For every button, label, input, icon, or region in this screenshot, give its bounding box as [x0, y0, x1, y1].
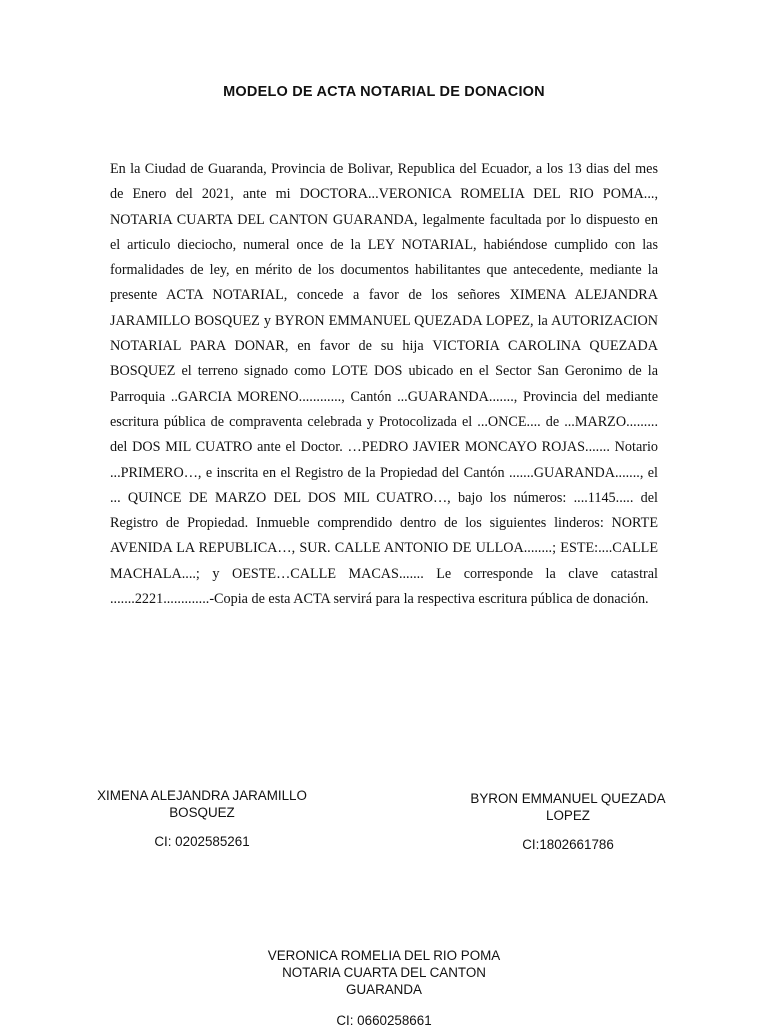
document-title: MODELO DE ACTA NOTARIAL DE DONACION [223, 84, 545, 100]
signatory-ci: CI: 0660258661 [336, 1013, 432, 1028]
signatory-name: VERONICA ROMELIA DEL RIO POMA NOTARIA CUARTA DEL CANTON GUARANDA [267, 948, 501, 997]
signature-block-byron [448, 790, 688, 853]
signature-block-ximena [82, 787, 322, 850]
signatory-name: XIMENA ALEJANDRA JARAMILLO BOSQUEZ [97, 788, 307, 820]
signatory-ci: CI:1802661786 [522, 837, 614, 852]
document-body: En la Ciudad de Guaranda, Provincia de Bolivar, Republica del Ecuador, a los 13 dias del mes de Enero del 2021, ante mi DOCTORA...VERONICA ROMELIA DEL RIO POMA..., NOTARIA CUARTA DEL CANTON GUARANDA, legalmente facultada por lo dispuesto en el articulo dieciocho, numeral once de la LEY NOTARIAL, habiéndose cumplido con las formalidades de ley, en mérito de los documentos habilitantes que antecedente, mediante la presente ACTA NOTARIAL, concede a favor de los señores XIMENA ALEJANDRA JARAMILLO BOSQUEZ y BYRON EMMANUEL QUEZADA LOPEZ, la AUTORIZACION NOTARIAL PARA DONAR, en favor de su hija VICTORIA CAROLINA QUEZADA BOSQUEZ el terreno signado como LOTE DOS ubicado en el Sector San Geronimo de la Parroquia ..GARCIA MORENO............, Cantón ...GUARANDA......., Provincia del mediante escritura pública de compraventa celebrada y Protocolizada el ...ONCE.... de ...MARZO......... del DOS MIL CUATRO ante el Doctor. …PEDRO JAVIER MONCAYO ROJAS....... Notario ...PRIMERO…, e inscrita en el Registro de la Propiedad del Cantón .......GUARANDA......., el ... QUINCE DE MARZO DEL DOS MIL CUATRO…, bajo los números: ....1145..... del Registro de Propiedad. Inmueble comprendido dentro de los siguientes linderos: NORTE AVENIDA LA REPUBLICA…, SUR. CALLE ANTONIO DE ULLOA........; ESTE:....CALLE MACHALA....; y OESTE…CALLE MACAS....... Le corresponde la clave catastral .......2221.............-Copia de esta ACTA servirá para la respectiva escritura pública de donación. [110, 161, 658, 608]
signatory-ci: CI: 0202585261 [154, 834, 250, 849]
signature-block-notary [234, 947, 534, 1029]
signatory-name: BYRON EMMANUEL QUEZADA LOPEZ [470, 791, 666, 823]
